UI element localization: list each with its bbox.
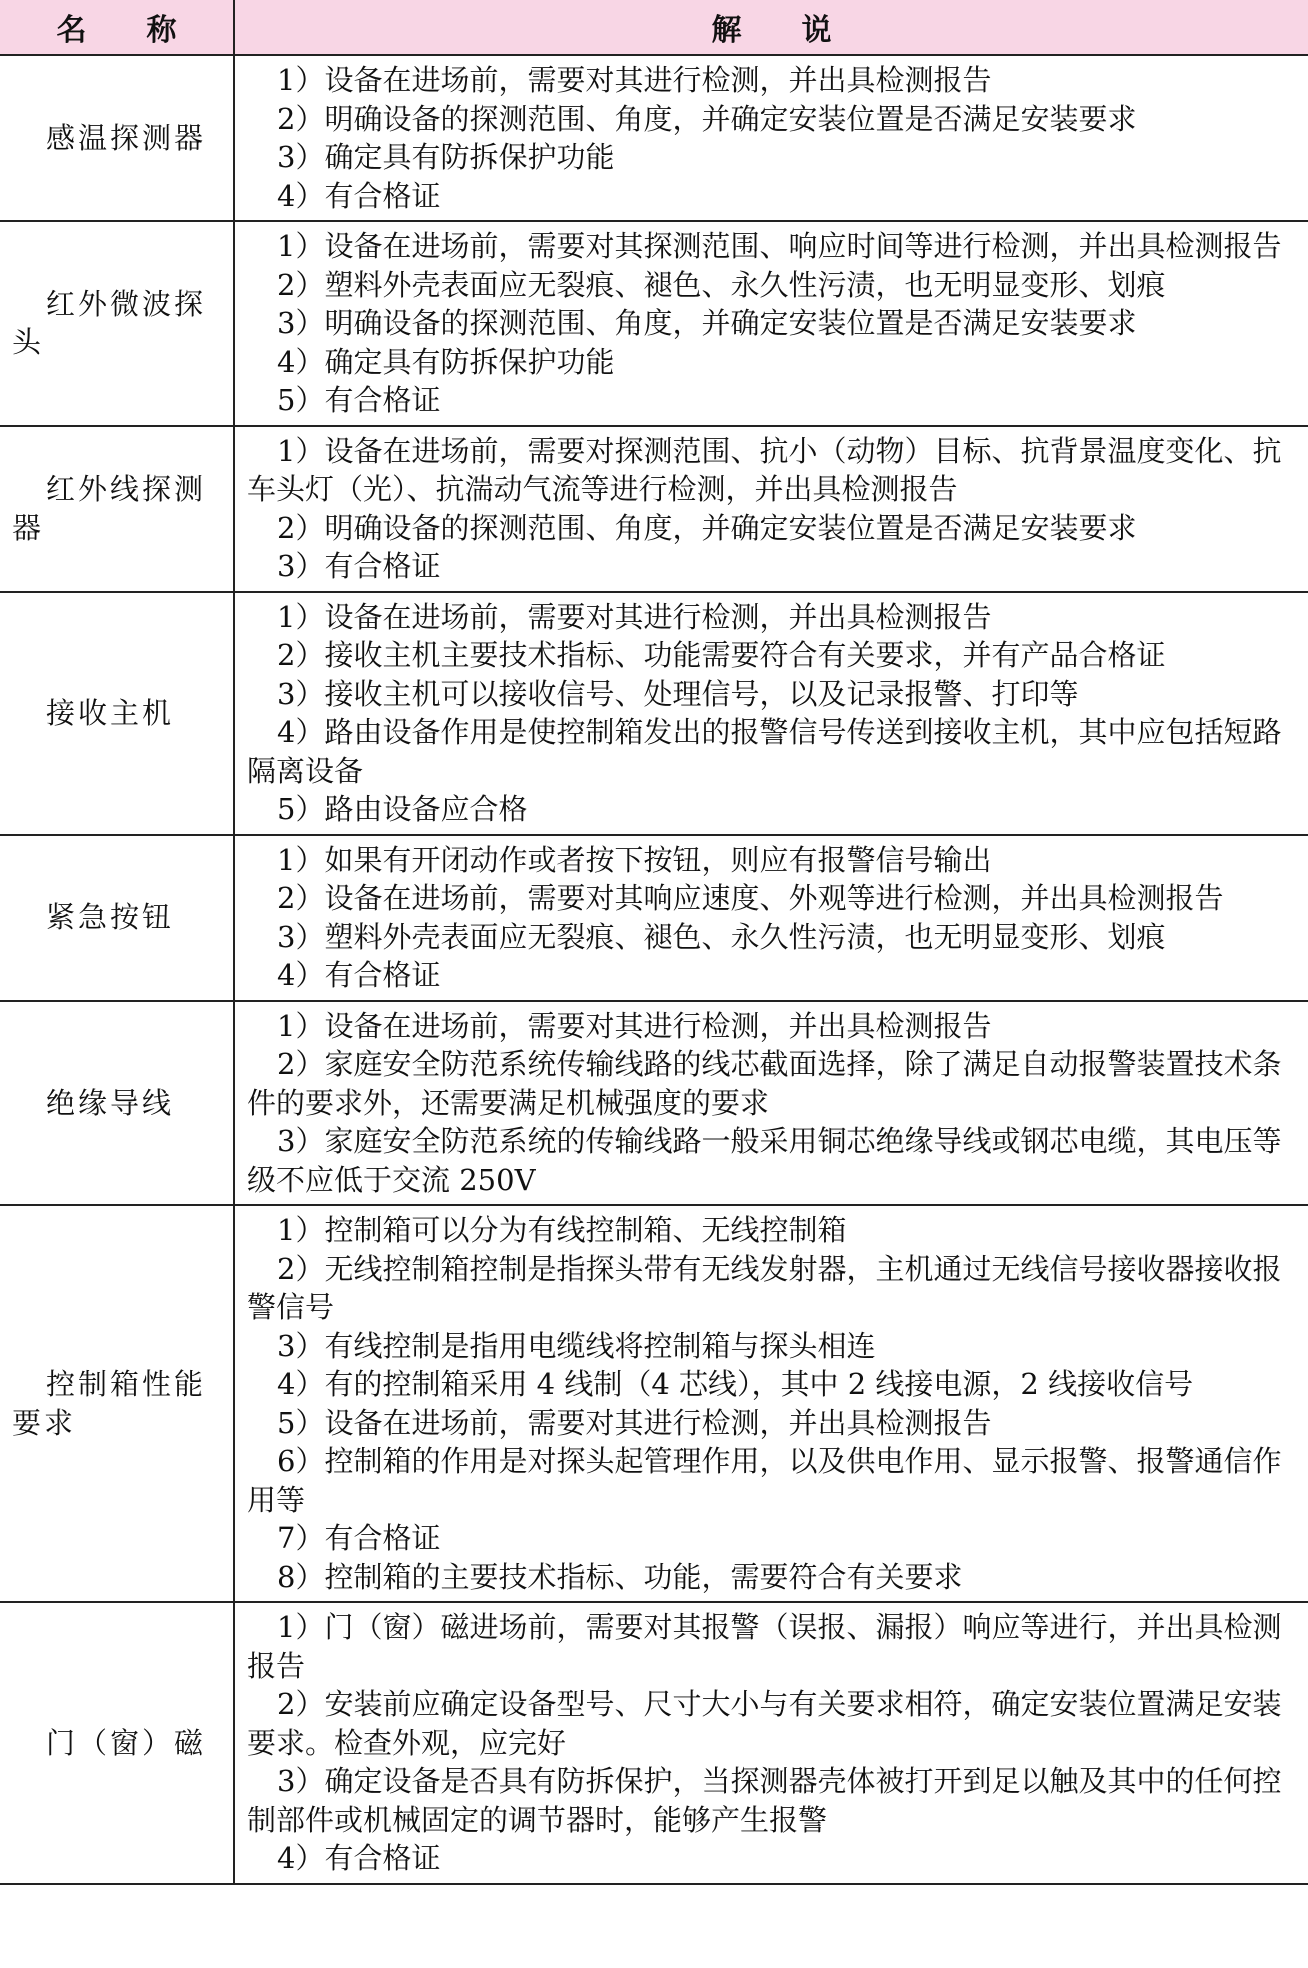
description-line: 2）明确设备的探测范围、角度，并确定安装位置是否满足安装要求 xyxy=(277,101,1137,136)
item-description xyxy=(234,592,1308,835)
description-line: 1）如果有开闭动作或者按下按钮，则应有报警信号输出 xyxy=(277,842,992,877)
item-description xyxy=(234,1001,1308,1206)
description-line: 3）有合格证 xyxy=(277,549,441,583)
description-line: 2）设备在进场前，需要对其响应速度、外观等进行检测，并出具检测报告 xyxy=(277,881,1224,915)
description-line: 3）接收主机可以接收信号、处理信号，以及记录报警、打印等 xyxy=(277,676,1079,711)
description-line: 3）明确设备的探测范围、角度，并确定安装位置是否满足安装要求 xyxy=(277,306,1137,340)
description-line: 4）确定具有防拆保护功能 xyxy=(277,344,615,379)
description-line: 3）确定设备是否具有防拆保护，当探测器壳体被打开到足以触及其中的任何控制部件或机械固定的调节器时，能够产生报警 xyxy=(247,1764,1282,1837)
description-line: 2）家庭安全防范系统传输线路的线芯截面选择，除了满足自动报警装置技术条件的要求外，还需要满足机械强度的要求 xyxy=(247,1047,1282,1120)
table-row xyxy=(0,426,1308,592)
table-row xyxy=(0,835,1308,1001)
item-name: 接收主机 xyxy=(0,592,234,835)
description-line: 8）控制箱的主要技术指标、功能，需要符合有关要求 xyxy=(277,1559,963,1594)
item-description xyxy=(234,221,1308,426)
description-line: 1）设备在进场前，需要对其进行检测，并出具检测报告 xyxy=(277,599,992,634)
description-line: 2）明确设备的探测范围、角度，并确定安装位置是否满足安装要求 xyxy=(277,510,1137,545)
table-header xyxy=(0,0,1308,55)
item-description xyxy=(234,55,1308,221)
table-row xyxy=(0,592,1308,835)
description-line: 2）接收主机主要技术指标、功能需要符合有关要求，并有产品合格证 xyxy=(277,638,1166,672)
description-line: 5）有合格证 xyxy=(277,383,441,417)
table-row xyxy=(0,55,1308,221)
description-line: 1）设备在进场前，需要对探测范围、抗小（动物）目标、抗背景温度变化、抗车头灯（光）、抗湍动气流等进行检测，并出具检测报告 xyxy=(247,433,1282,506)
header-name: 名 称 xyxy=(0,0,234,55)
description-line: 2）塑料外壳表面应无裂痕、褪色、永久性污渍，也无明显变形、划痕 xyxy=(277,267,1166,302)
description-line: 1）门（窗）磁进场前，需要对其报警（误报、漏报）响应等进行，并出具检测报告 xyxy=(247,1610,1282,1683)
description-line: 7）有合格证 xyxy=(277,1521,441,1555)
table-row xyxy=(0,1602,1308,1884)
table-row xyxy=(0,1205,1308,1602)
item-name: 绝缘导线 xyxy=(0,1001,234,1206)
header-description: 解 说 xyxy=(234,0,1308,55)
description-line: 3）塑料外壳表面应无裂痕、褪色、永久性污渍，也无明显变形、划痕 xyxy=(277,919,1166,954)
description-line: 1）设备在进场前，需要对其进行检测，并出具检测报告 xyxy=(277,63,992,97)
item-name: 门（窗）磁 xyxy=(0,1602,234,1884)
item-name: 控制箱性能要求 xyxy=(0,1205,234,1602)
description-line: 5）路由设备应合格 xyxy=(277,792,528,826)
table-body xyxy=(0,55,1308,1884)
item-description xyxy=(234,426,1308,592)
description-line: 3）家庭安全防范系统的传输线路一般采用铜芯绝缘导线或钢芯电缆，其电压等级不应低于交流 250V xyxy=(247,1124,1282,1197)
description-line: 5）设备在进场前，需要对其进行检测，并出具检测报告 xyxy=(277,1405,992,1440)
description-line: 4）有合格证 xyxy=(277,178,441,213)
header-row xyxy=(0,0,1308,55)
item-name: 紧急按钮 xyxy=(0,835,234,1001)
item-name: 红外微波探头 xyxy=(0,221,234,426)
item-name: 感温探测器 xyxy=(0,55,234,221)
description-line: 2）安装前应确定设备型号、尺寸大小与有关要求相符，确定安装位置满足安装要求。检查外观，应完好 xyxy=(247,1687,1282,1760)
description-line: 6）控制箱的作用是对探头起管理作用，以及供电作用、显示报警、报警通信作用等 xyxy=(247,1444,1282,1517)
item-description xyxy=(234,1602,1308,1884)
description-line: 3）有线控制是指用电缆线将控制箱与探头相连 xyxy=(277,1328,876,1363)
description-line: 4）有的控制箱采用 4 线制（4 芯线），其中 2 线接电源，2 线接收信号 xyxy=(277,1367,1194,1401)
description-line: 4）路由设备作用是使控制箱发出的报警信号传送到接收主机，其中应包括短路隔离设备 xyxy=(247,715,1282,788)
item-name: 红外线探测器 xyxy=(0,426,234,592)
description-line: 2）无线控制箱控制是指探头带有无线发射器，主机通过无线信号接收器接收报警信号 xyxy=(247,1251,1282,1324)
description-line: 1）设备在进场前，需要对其进行检测，并出具检测报告 xyxy=(277,1008,992,1043)
description-line: 4）有合格证 xyxy=(277,1841,441,1875)
table-row xyxy=(0,1001,1308,1206)
item-description xyxy=(234,1205,1308,1602)
table-row xyxy=(0,221,1308,426)
description-line: 1）设备在进场前，需要对其探测范围、响应时间等进行检测，并出具检测报告 xyxy=(277,229,1282,263)
description-line: 1）控制箱可以分为有线控制箱、无线控制箱 xyxy=(277,1213,847,1247)
item-description xyxy=(234,835,1308,1001)
description-line: 3）确定具有防拆保护功能 xyxy=(277,140,615,174)
description-line: 4）有合格证 xyxy=(277,958,441,992)
